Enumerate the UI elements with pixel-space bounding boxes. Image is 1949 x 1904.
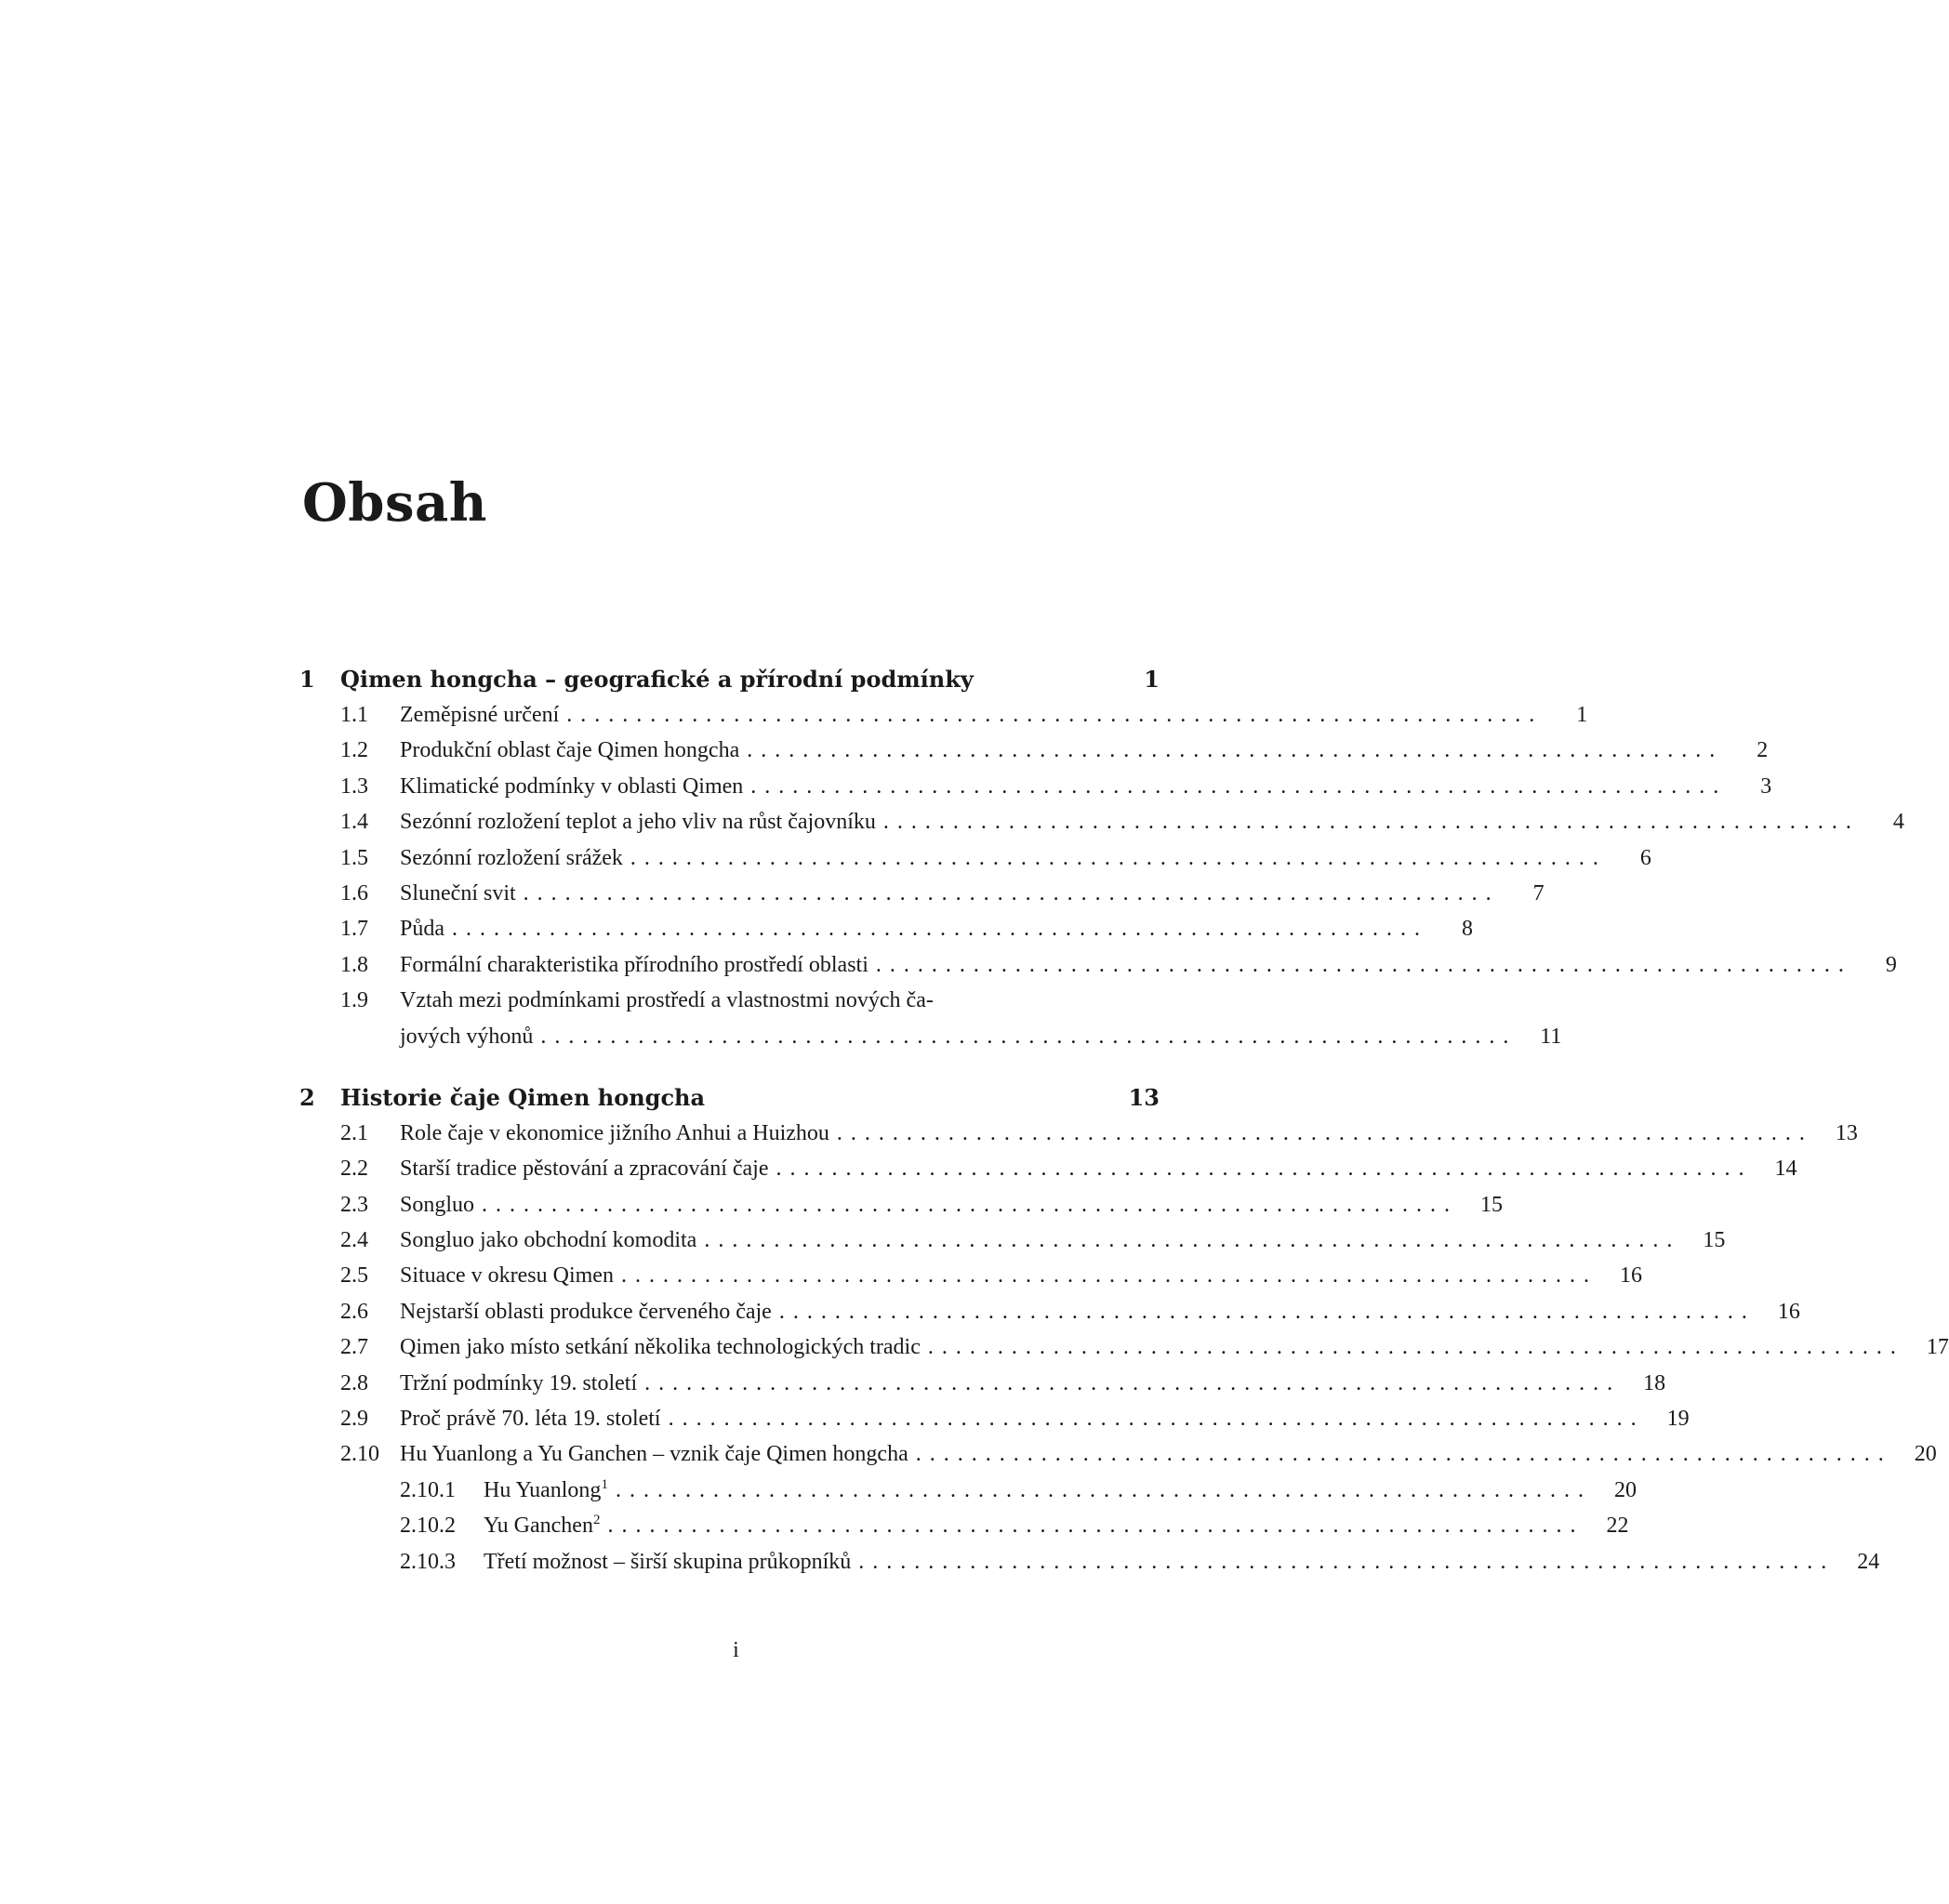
section-number: 2.5 — [340, 1263, 368, 1289]
dot-leader: ...................................................................... — [482, 1192, 1459, 1217]
section-title: Songluo jako obchodní komodita — [400, 1228, 697, 1253]
section-page: 16 — [1619, 1263, 1642, 1289]
toc-section-2-5[interactable] — [299, 1258, 1642, 1293]
subsection-number: 2.10.3 — [400, 1549, 456, 1574]
section-page: 19 — [1666, 1407, 1690, 1432]
section-page: 6 — [1639, 845, 1651, 870]
dot-leader: ...................................................................... — [927, 1335, 1904, 1360]
section-number: 1.3 — [340, 774, 368, 799]
toc-subsection-2-10-1[interactable] — [299, 1473, 1637, 1508]
section-page: 17 — [1926, 1335, 1949, 1360]
toc-section-2-9[interactable] — [299, 1401, 1690, 1436]
chapter-page: 13 — [1128, 1083, 1160, 1111]
dot-leader: ...................................................................... — [620, 1263, 1598, 1289]
dot-leader: ...................................................................... — [858, 1549, 1836, 1574]
toc-section-2-10[interactable] — [299, 1436, 1937, 1472]
section-number: 1.5 — [340, 845, 368, 870]
chapter-title: Qimen hongcha – geografické a přírodní podmínky — [340, 666, 974, 693]
section-title: Sluneční svit — [400, 880, 516, 906]
subsection-title: Yu Ganchen$^2$ — [484, 1513, 601, 1539]
section-page: 8 — [1462, 917, 1473, 942]
page-number: i — [733, 1638, 739, 1662]
toc-section-2-8[interactable] — [299, 1366, 1666, 1401]
subsection-number: 2.10.2 — [400, 1514, 456, 1539]
chapter-title: Historie čaje Qimen hongcha — [340, 1083, 706, 1111]
section-title: Produkční oblast čaje Qimen hongcha — [400, 738, 740, 763]
section-number: 1.2 — [340, 738, 368, 763]
section-number: 1.4 — [340, 810, 368, 835]
toc-section-1-7[interactable] — [299, 911, 1473, 946]
section-title: Starší tradice pěstování a zpracování čaje — [400, 1157, 769, 1182]
dot-leader: ...................................................................... — [915, 1442, 1892, 1467]
toc-section-2-7[interactable] — [299, 1329, 1949, 1365]
dot-leader: ...................................................................... — [776, 1157, 1753, 1182]
dot-leader: ...................................................................... — [630, 845, 1607, 870]
chapter-number: 2 — [299, 1083, 315, 1111]
section-number: 1.7 — [340, 917, 368, 942]
section-number: 2.3 — [340, 1192, 368, 1217]
subsection-title: Hu Yuanlong$^1$ — [484, 1476, 608, 1502]
dot-leader: ...................................................................... — [566, 703, 1544, 727]
toc-section-1-9[interactable] — [299, 983, 1562, 1054]
section-number: 2.9 — [340, 1407, 368, 1432]
section-page: 4 — [1892, 810, 1904, 835]
toc-section-2-4[interactable] — [299, 1223, 1726, 1258]
section-title: Situace v okresu Qimen — [400, 1263, 614, 1289]
dot-leader: ...................................................................... — [540, 1024, 1518, 1049]
toc-chapter-1[interactable] — [299, 662, 1160, 697]
dot-leader: ...................................................................... — [607, 1514, 1584, 1539]
section-page: 13 — [1835, 1120, 1858, 1145]
section-number: 2.6 — [340, 1299, 368, 1324]
dot-leader: ...................................................................... — [523, 880, 1500, 906]
dot-leader: ...................................................................... — [668, 1407, 1645, 1432]
chapter-number: 1 — [299, 666, 315, 693]
subsection-number: 2.10.1 — [400, 1477, 456, 1502]
section-title: Sezónní rozložení srážek — [400, 845, 623, 870]
footnote-marker[interactable]: 1 — [601, 1476, 608, 1492]
section-page: 18 — [1643, 1370, 1666, 1395]
section-title-line2: jových výhonů — [400, 1024, 534, 1049]
section-title: Role čaje v ekonomice jižního Anhui a Huizhou — [400, 1120, 829, 1145]
section-title: Zeměpisné určení — [400, 703, 560, 727]
section-page: 14 — [1774, 1157, 1797, 1182]
subsection-page: 22 — [1606, 1514, 1629, 1539]
section-title: Sezónní rozložení teplot a jeho vliv na růst čajovníku — [400, 810, 876, 835]
toc-subsection-2-10-3[interactable] — [299, 1544, 1880, 1580]
section-page: 7 — [1532, 880, 1545, 906]
section-number: 1.6 — [340, 880, 368, 906]
table-of-contents — [299, 662, 1949, 1580]
toc-section-1-3[interactable] — [299, 769, 1772, 804]
dot-leader: ...................................................................... — [644, 1370, 1622, 1395]
toc-subsection-2-10-2[interactable] — [299, 1508, 1629, 1543]
section-title: Proč právě 70. léta 19. století — [400, 1407, 661, 1432]
dot-leader: ...................................................................... — [615, 1477, 1592, 1502]
section-page: 15 — [1703, 1228, 1726, 1253]
section-page: 20 — [1914, 1442, 1937, 1467]
section-number: 2.4 — [340, 1228, 368, 1253]
toc-section-2-6[interactable] — [299, 1294, 1800, 1329]
section-number: 2.10 — [340, 1442, 379, 1467]
section-page: 2 — [1757, 738, 1769, 763]
section-title: Tržní podmínky 19. století — [400, 1370, 638, 1395]
dot-leader: ...................................................................... — [452, 917, 1428, 942]
dot-leader: ...................................................................... — [875, 952, 1852, 977]
toc-section-1-2[interactable] — [299, 733, 1769, 768]
section-title-line1: Vztah mezi podmínkami prostředí a vlastnostmi nových ča- — [400, 988, 934, 1013]
subsection-title: Třetí možnost – širší skupina průkopníků — [484, 1549, 852, 1574]
subsection-page: 20 — [1613, 1477, 1637, 1502]
chapter-page: 1 — [1144, 666, 1160, 693]
section-page: 3 — [1760, 774, 1772, 799]
section-title: Nejstarší oblasti produkce červeného čaje — [400, 1299, 772, 1324]
dot-leader: ...................................................................... — [882, 810, 1860, 835]
section-title: Hu Yuanlong a Yu Ganchen – vznik čaje Qimen hongcha — [400, 1442, 908, 1467]
section-number: 2.8 — [340, 1370, 368, 1395]
section-page: 11 — [1540, 1024, 1562, 1049]
section-page: 9 — [1885, 952, 1897, 977]
toc-section-1-6[interactable] — [299, 876, 1545, 911]
toc-section-2-2[interactable] — [299, 1151, 1797, 1186]
dot-leader: ...................................................................... — [704, 1228, 1681, 1253]
toc-section-2-3[interactable] — [299, 1187, 1504, 1223]
section-title: Půda — [400, 917, 444, 942]
toc-heading: Obsah — [302, 472, 487, 534]
toc-section-1-5[interactable] — [299, 840, 1651, 876]
section-number: 1.8 — [340, 952, 368, 977]
toc-section-1-8[interactable] — [299, 947, 1897, 983]
subsection-page: 24 — [1857, 1549, 1880, 1574]
section-number: 2.2 — [340, 1157, 368, 1182]
toc-section-1-1[interactable] — [299, 697, 1588, 733]
toc-section-1-4[interactable] — [299, 804, 1904, 840]
dot-leader: ...................................................................... — [778, 1299, 1756, 1324]
section-title: Klimatické podmínky v oblasti Qimen — [400, 774, 744, 799]
section-page: 15 — [1480, 1192, 1504, 1217]
section-number: 2.7 — [340, 1335, 368, 1360]
section-number: 2.1 — [340, 1120, 368, 1145]
dot-leader: ...................................................................... — [750, 774, 1728, 799]
section-number: 1.1 — [340, 703, 368, 727]
section-number: 1.9 — [340, 988, 368, 1013]
footnote-marker[interactable]: 2 — [592, 1513, 601, 1528]
toc-chapter-2[interactable] — [299, 1080, 1160, 1116]
section-page: 16 — [1777, 1299, 1800, 1324]
toc-section-2-1[interactable] — [299, 1116, 1858, 1151]
section-title: Songluo — [400, 1192, 475, 1217]
dot-leader: ...................................................................... — [747, 738, 1724, 763]
section-title: Qimen jako místo setkání několika technologických tradic — [400, 1335, 921, 1360]
section-page: 1 — [1576, 703, 1588, 727]
dot-leader: ...................................................................... — [836, 1120, 1813, 1145]
section-title: Formální charakteristika přírodního prostředí oblasti — [400, 952, 868, 977]
